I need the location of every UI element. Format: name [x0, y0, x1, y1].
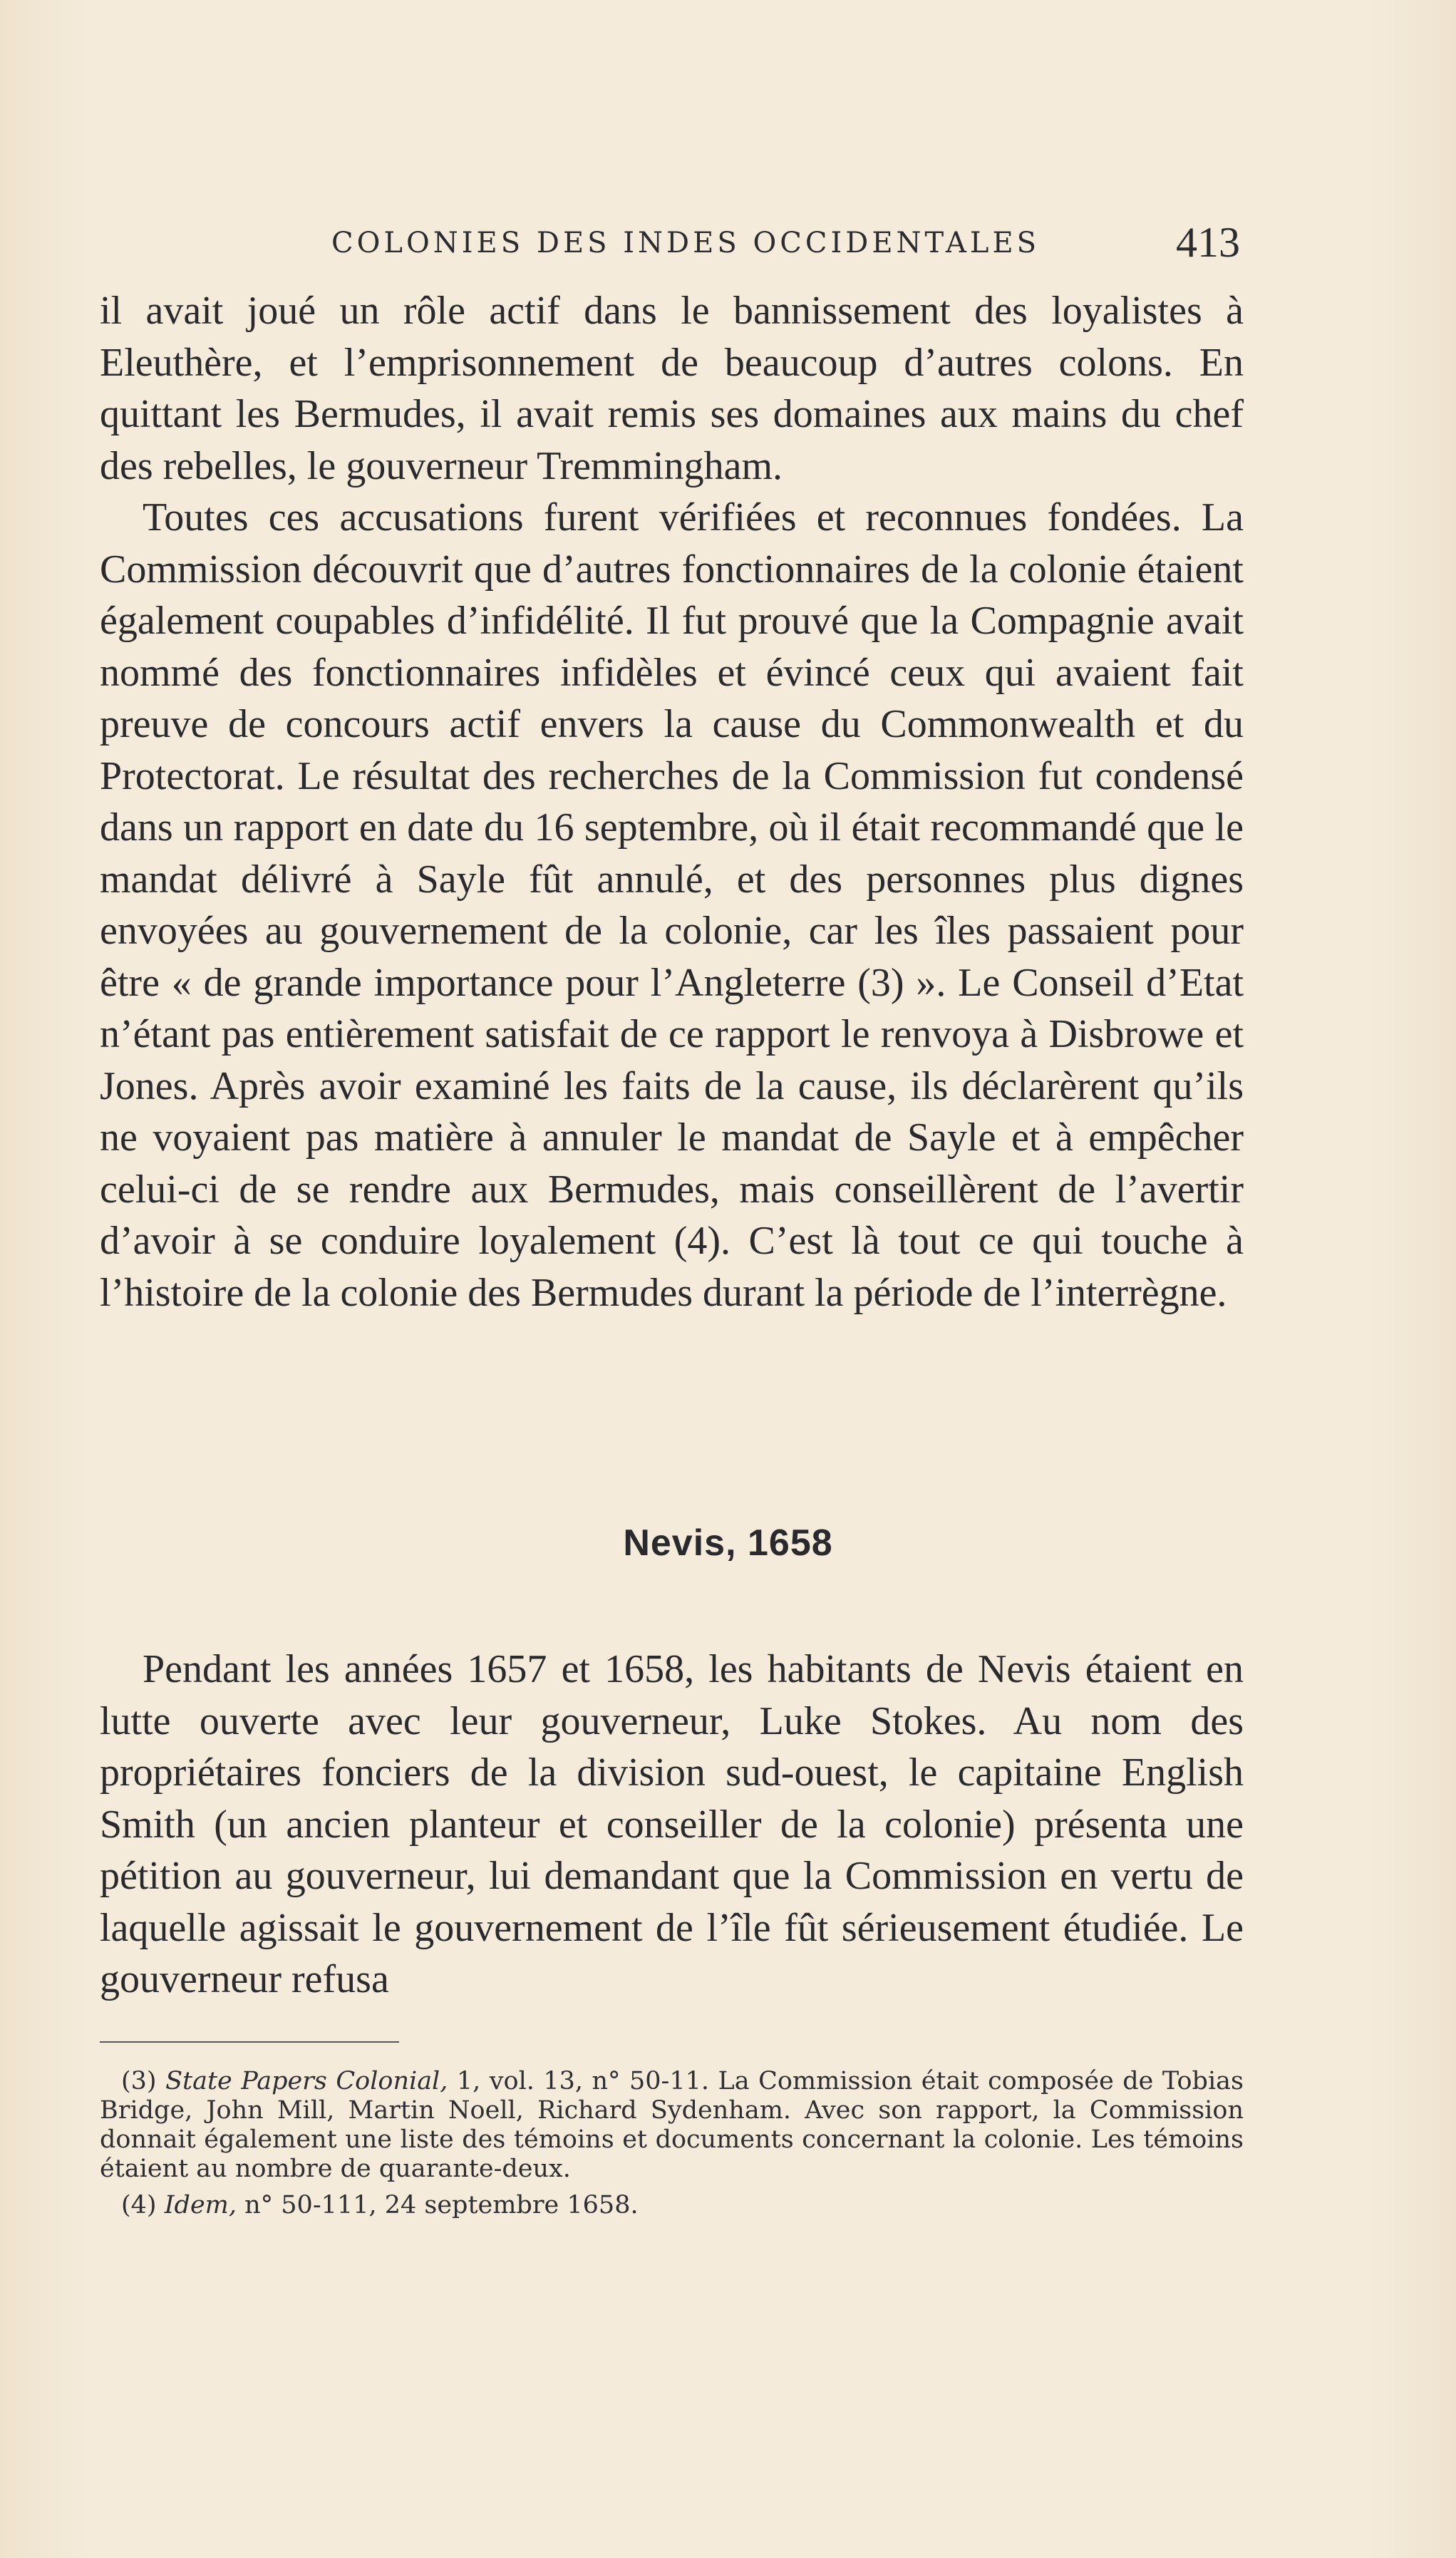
footnote-source: State Papers Colonial,	[165, 2067, 448, 2095]
footnote	[100, 2191, 1244, 2220]
main-text	[100, 285, 1244, 1319]
section-heading: Nevis, 1658	[623, 1522, 833, 1564]
footnote-mark: (3)	[121, 2067, 157, 2095]
footnote-mark: (4)	[121, 2191, 157, 2219]
footnote-divider	[100, 2041, 399, 2043]
footnote	[100, 2067, 1244, 2184]
running-head: COLONIES DES INDES OCCIDENTALES	[331, 227, 1041, 259]
footnote-text: 1, vol. 13, n° 50-11. La Commission était composée de Tobias Bridge, John Mill, Martin Noell, Richard Sydenham. Avec son rapport, la Commission donnait également une liste des témoins et documents concernant la colonie. Les témoins étaient au nombre de quarante-deux.	[100, 2067, 1244, 2183]
footnote-text: n° 50-111, 24 septembre 1658.	[244, 2191, 639, 2219]
page-number: 413	[1176, 219, 1240, 266]
paragraph: il avait joué un rôle actif dans le bannissement des loyalistes à Eleuthère, et l’emprisonnement de beaucoup d’autres colons. En quittant les Bermudes, il avait remis ses domaines aux mains du chef des rebelles, le gouverneur Tremmingham.	[100, 289, 1244, 488]
paragraph: Toutes ces accusations furent vérifiées et reconnues fondées. La Commission découvrit que d’autres fonctionnaires de la colonie étaient également coupables d’infidélité. Il fut prouvé que la Compagnie avait nommé des fonctionnaires infidèles et évincé ceux qui avaient fait preuve de concours actif envers la cause du Commonwealth et du Protectorat. Le résultat des recherches de la Commission fut condensé dans un rapport en date du 16 septembre, où il était recommandé que le mandat délivré à Sayle fût annulé, et des personnes plus dignes envoyées au gouvernement de la colonie, car les îles passaient pour être « de grande importance pour l’Angleterre (3) ». Le Conseil d’Etat n’étant pas entièrement satisfait de ce rapport le renvoya à Disbrowe et Jones. Après avoir examiné les faits de la cause, ils déclarèrent qu’ils ne voyaient pas matière à annuler le mandat de Sayle et à empêcher celui-ci de se rendre aux Bermudes, mais conseillèrent de l’avertir d’avoir à se conduire loyalement (4). C’est là tout ce qui touche à l’histoire de la colonie des Bermudes durant la période de l’interrègne.	[100, 495, 1244, 1315]
section-text	[100, 1644, 1244, 2006]
footnote-source: Idem,	[164, 2191, 237, 2219]
paragraph: Pendant les années 1657 et 1658, les habitants de Nevis étaient en lutte ouverte avec leur gouverneur, Luke Stokes. Au nom des propriétaires fonciers de la division sud-ouest, le capitaine English Smith (un ancien planteur et conseiller de la colonie) présenta une pétition au gouverneur, lui demandant que la Commission en vertu de laquelle agissait le gouvernement de l’île fût sérieusement étudiée. Le gouverneur refusa	[100, 1647, 1244, 2001]
footnotes	[100, 2067, 1244, 2227]
